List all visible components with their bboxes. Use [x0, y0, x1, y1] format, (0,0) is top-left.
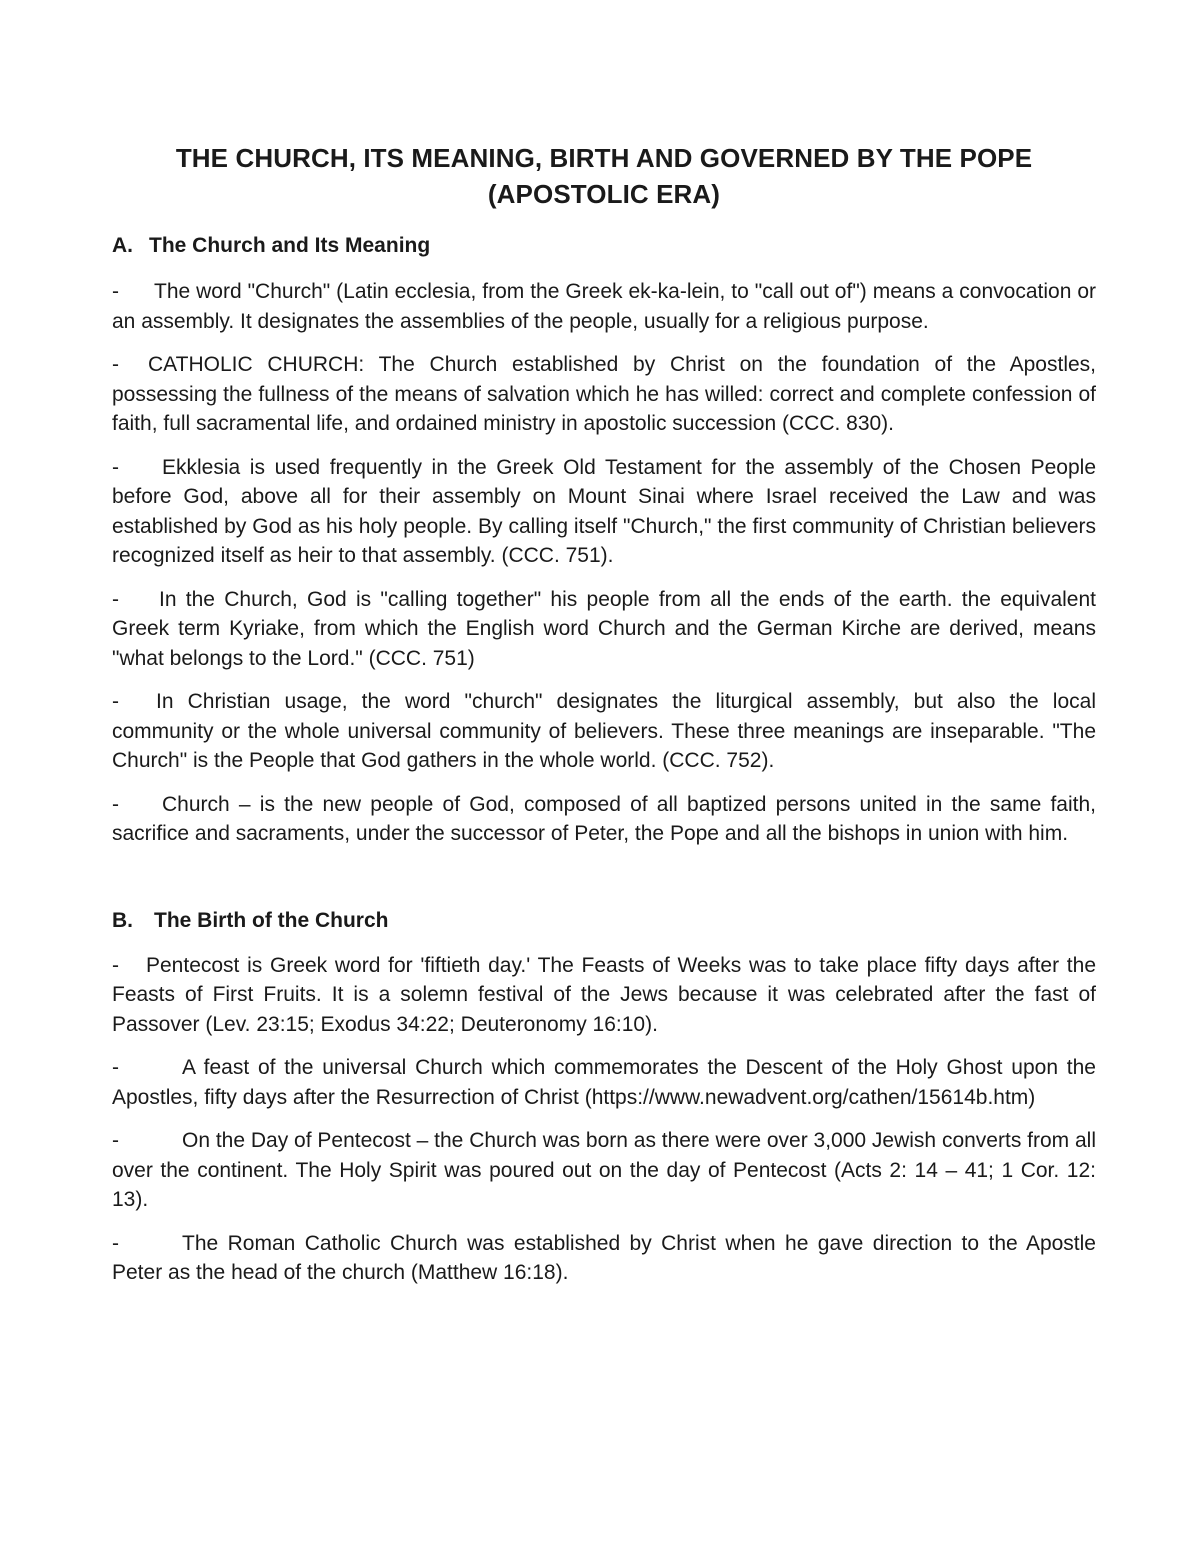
- section-b-paragraph-4: [112, 1229, 1096, 1288]
- bullet-dash: -: [112, 280, 119, 303]
- bullet-dash: -: [112, 455, 119, 479]
- bullet-dash: -: [112, 953, 119, 977]
- section-a-title: The Church and Its Meaning: [149, 234, 431, 257]
- document-page: [112, 140, 1096, 1288]
- section-b-letter: B.: [112, 908, 133, 932]
- section-b-paragraph-1: [112, 951, 1096, 1040]
- section-b-paragraph-2: [112, 1053, 1096, 1112]
- bullet-dash: -: [112, 353, 119, 376]
- section-a-paragraph-5: [112, 687, 1096, 776]
- paragraph-text: On the Day of Pentecost – the Church was born as there were over 3,000 Jewish converts from all over the continent. The Holy Spirit was poured out on the day of Pentecost (Acts 2: 14 – 41; 1 Cor. 12: 13).: [112, 1129, 1096, 1211]
- document-title: [112, 140, 1096, 212]
- document-title-line-1: THE CHURCH, ITS MEANING, BIRTH AND GOVERNED BY THE POPE: [175, 143, 1033, 173]
- section-a-paragraph-1: [112, 277, 1096, 336]
- section-a-paragraph-4: [112, 585, 1096, 674]
- paragraph-text: The Roman Catholic Church was established by Christ when he gave direction to the Apostle Peter as the head of the church (Matthew 16:18).: [112, 1231, 1096, 1284]
- bullet-dash: -: [112, 1056, 119, 1079]
- section-b-heading: [112, 906, 1096, 936]
- section-a-paragraph-6: [112, 790, 1096, 849]
- section-b-title: The Birth of the Church: [154, 908, 389, 932]
- paragraph-text: The word "Church" (Latin ecclesia, from the Greek ek-ka-lein, to "call out of") means a convocation or an assembly. It designates the assemblies of the people, usually for a religious purpose.: [112, 280, 1096, 333]
- section-a-paragraph-3: [112, 453, 1096, 571]
- bullet-dash: -: [112, 1129, 119, 1152]
- paragraph-text: CATHOLIC CHURCH: The Church established by Christ on the foundation of the Apostles, possessing the fullness of the means of salvation which he has willed: correct and complete confession of faith, full sacramental life, and ordained ministry in apostolic succession (CCC. 830).: [112, 353, 1096, 435]
- section-a-letter: A.: [112, 234, 133, 257]
- paragraph-text: Ekklesia is used frequently in the Greek Old Testament for the assembly of the Chosen People before God, above all for their assembly on Mount Sinai where Israel received the Law and was established by God as his holy people. By calling itself "Church," the first community of Christian believers recognized itself as heir to that assembly. (CCC. 751).: [112, 455, 1096, 567]
- document-title-line-2: (APOSTOLIC ERA): [487, 179, 721, 209]
- section-b-paragraph-3: [112, 1126, 1096, 1215]
- paragraph-text: Pentecost is Greek word for 'fiftieth day.' The Feasts of Weeks was to take place fifty days after the Feasts of First Fruits. It is a solemn festival of the Jews because it was celebrated after the fast of Passover (Lev. 23:15; Exodus 34:22; Deuteronomy 16:10).: [112, 953, 1096, 1036]
- bullet-dash: -: [112, 690, 119, 713]
- bullet-dash: -: [112, 792, 119, 816]
- paragraph-text: A feast of the universal Church which commemorates the Descent of the Holy Ghost upon the Apostles, fifty days after the Resurrection of Christ (https://www.newadvent.org/cathen/15614b.htm): [112, 1056, 1096, 1109]
- bullet-dash: -: [112, 587, 119, 611]
- paragraph-text: Church – is the new people of God, composed of all baptized persons united in the same faith, sacrifice and sacraments, under the successor of Peter, the Pope and all the bishops in union with him.: [112, 792, 1096, 845]
- bullet-dash: -: [112, 1231, 119, 1255]
- section-a-paragraph-2: [112, 350, 1096, 439]
- section-a-heading: [112, 231, 1096, 261]
- paragraph-text: In the Church, God is "calling together" his people from all the ends of the earth. the equivalent Greek term Kyriake, from which the English word Church and the German Kirche are derived, means "what belongs to the Lord." (CCC. 751): [112, 587, 1096, 670]
- paragraph-text: In Christian usage, the word "church" designates the liturgical assembly, but also the local community or the whole universal community of believers. These three meanings are inseparable. "The Church" is the People that God gathers in the whole world. (CCC. 752).: [112, 690, 1096, 772]
